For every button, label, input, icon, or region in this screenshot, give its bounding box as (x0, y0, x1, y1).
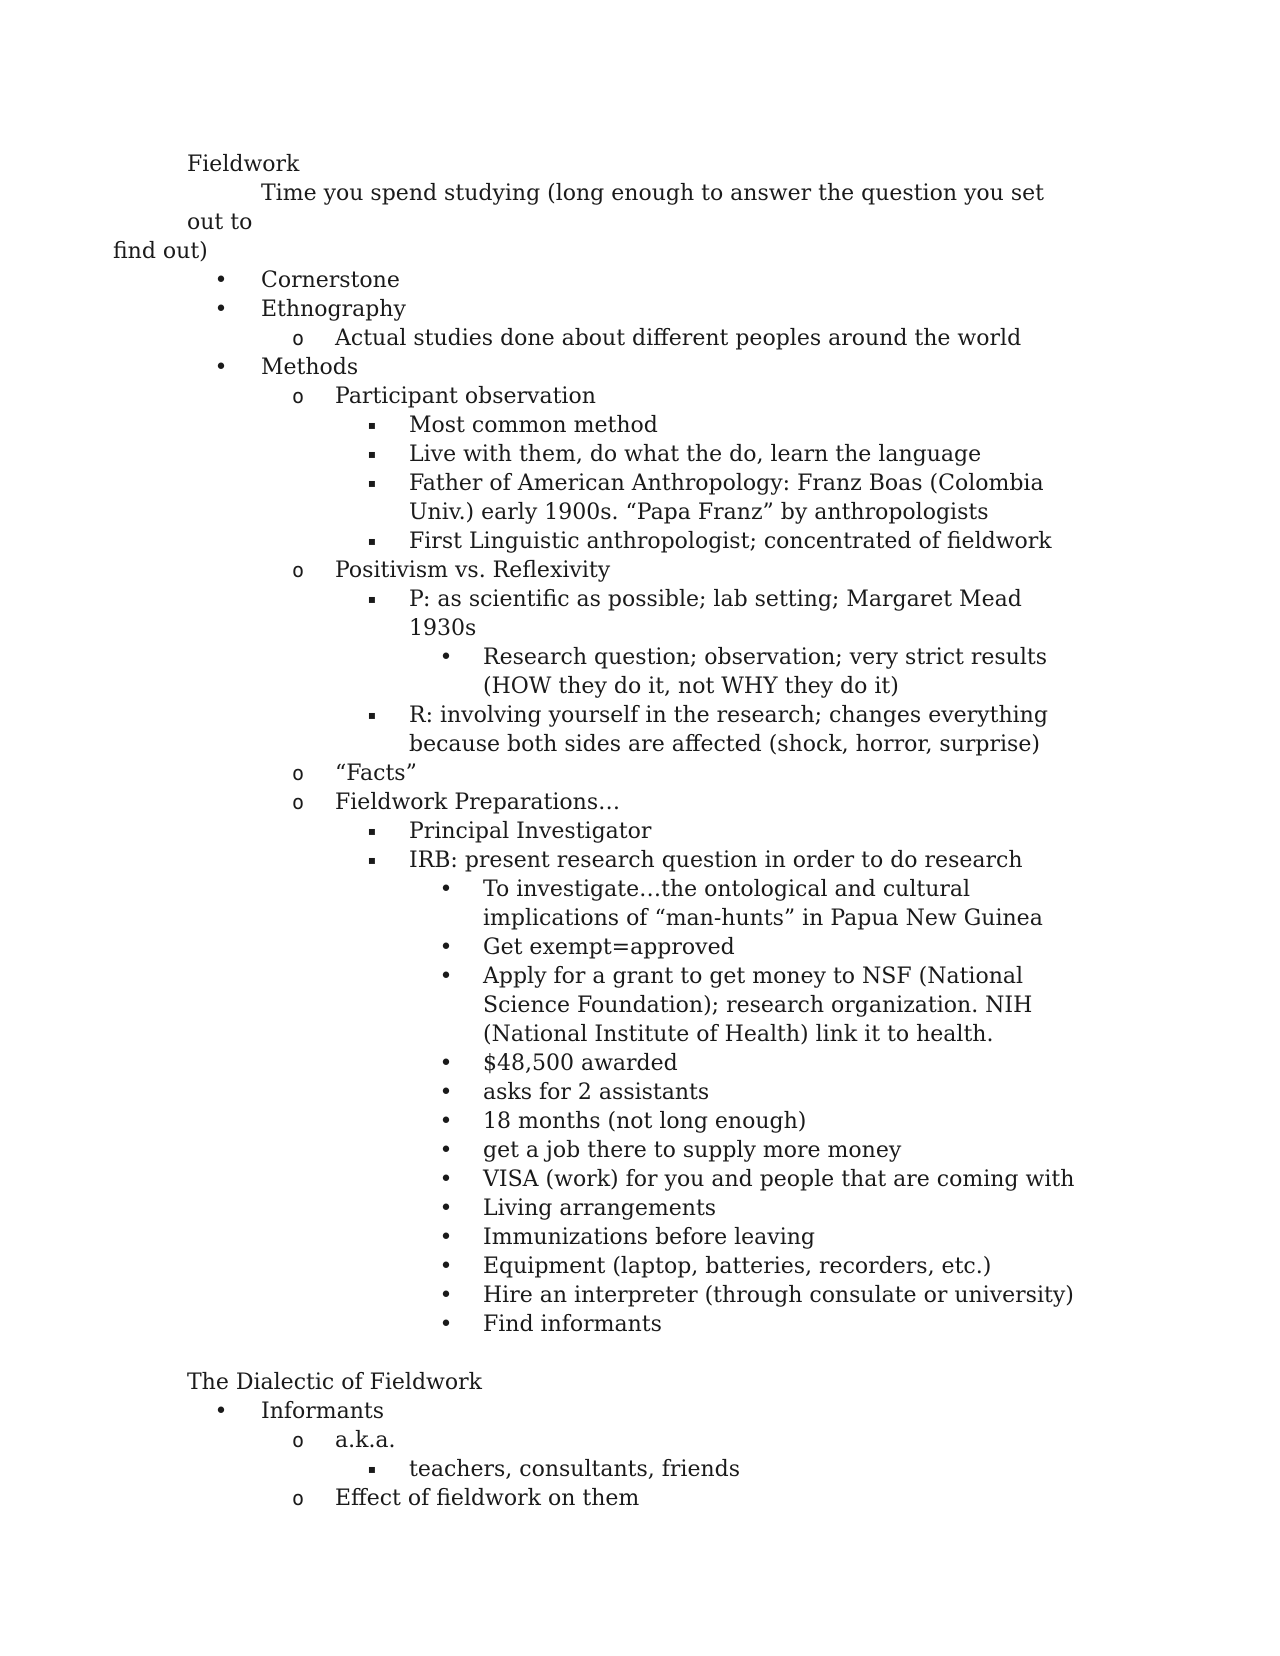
bullet-disc-icon (409, 1165, 483, 1194)
bullet-disc-icon (409, 1252, 483, 1281)
bullet-circle-icon (261, 382, 335, 411)
dialectic-list (187, 1397, 1087, 1513)
bullet-square-icon (335, 585, 409, 614)
item-text: Methods (261, 355, 359, 380)
item-text: Principal Investigator (409, 819, 652, 844)
item-text: Living arrangements (483, 1196, 717, 1221)
list-item (409, 643, 1087, 701)
item-text: get a job there to supply more money (483, 1138, 902, 1163)
item-text: R: involving yourself in the research; changes everything because both sides are affected (shock, horror, surprise) (409, 703, 1048, 757)
list-item (409, 1223, 1087, 1252)
bullet-disc-icon (184, 295, 258, 324)
bullet-disc-icon (409, 962, 483, 991)
item-text: Get exempt=approved (483, 935, 735, 960)
list-item (261, 324, 1087, 353)
item-text: Informants (261, 1399, 385, 1424)
bullet-disc-icon (184, 266, 258, 295)
bullet-disc-icon (409, 875, 483, 904)
sub-list (261, 382, 1087, 1339)
item-text: $48,500 awarded (483, 1051, 678, 1076)
fieldwork-list (187, 266, 1087, 1339)
bullet-disc-icon (409, 1078, 483, 1107)
item-text: Effect of fieldwork on them (335, 1486, 640, 1511)
item-text: Father of American Anthropology: Franz Boas (Colombia Univ.) early 1900s. “Papa Franz” by anthropologists (409, 471, 1044, 525)
list-item (409, 962, 1087, 1049)
list-item (409, 1136, 1087, 1165)
item-text: Actual studies done about different peoples around the world (335, 326, 1022, 351)
bullet-circle-icon (261, 1426, 335, 1455)
bullet-square-icon (335, 817, 409, 846)
bullet-circle-icon (261, 556, 335, 585)
bullet-disc-icon (184, 1397, 258, 1426)
sub-list (261, 324, 1087, 353)
item-text: teachers, consultants, friends (409, 1457, 741, 1482)
item-text: Immunizations before leaving (483, 1225, 815, 1250)
bullet-circle-icon (261, 759, 335, 788)
irb-list (409, 875, 1087, 1339)
item-text: Research question; observation; very strict results (HOW they do it, not WHY they do it) (483, 645, 1048, 699)
sub-list (335, 1455, 1087, 1484)
bullet-circle-icon (261, 788, 335, 817)
list-item (409, 933, 1087, 962)
list-item (261, 382, 1087, 556)
sub-list (335, 411, 1087, 556)
item-text: IRB: present research question in order to do research (409, 848, 1023, 873)
list-item (261, 788, 1087, 1339)
item-text: First Linguistic anthropologist; concentrated of fieldwork (409, 529, 1052, 554)
item-text: 18 months (not long enough) (483, 1109, 807, 1134)
list-item (409, 1078, 1087, 1107)
list-item (409, 1281, 1087, 1310)
bullet-disc-icon (409, 1194, 483, 1223)
item-text: “Facts” (335, 761, 417, 786)
blank-line (187, 1339, 1087, 1368)
list-item (409, 1107, 1087, 1136)
list-item (409, 1194, 1087, 1223)
bullet-square-icon (335, 1455, 409, 1484)
item-text: Apply for a grant to get money to NSF (National Science Foundation); research organization. NIH (National Institute of Health) link it to health. (483, 964, 1033, 1047)
bullet-square-icon (335, 440, 409, 469)
sub-list (409, 643, 1087, 701)
intro-line-1: Time you spend studying (long enough to answer the question you set out to (187, 181, 1044, 235)
list-item (261, 759, 1087, 788)
list-item (335, 846, 1087, 1339)
bullet-disc-icon (409, 1310, 483, 1339)
bullet-square-icon (335, 527, 409, 556)
item-text: Fieldwork Preparations… (335, 790, 621, 815)
bullet-disc-icon (409, 933, 483, 962)
list-item (261, 1484, 1087, 1513)
item-text: Positivism vs. Reflexivity (335, 558, 611, 583)
list-item (335, 1455, 1087, 1484)
intro-line-2: find out) (113, 239, 208, 264)
item-text: Most common method (409, 413, 658, 438)
list-item (409, 1252, 1087, 1281)
bullet-disc-icon (409, 1107, 483, 1136)
list-item (187, 1397, 1087, 1513)
bullet-disc-icon (409, 1136, 483, 1165)
list-item (409, 875, 1087, 933)
item-text: Equipment (laptop, batteries, recorders, etc.) (483, 1254, 992, 1279)
bullet-circle-icon (261, 324, 335, 353)
list-item (187, 266, 1087, 295)
item-text: Live with them, do what the do, learn the language (409, 442, 982, 467)
item-text: To investigate…the ontological and cultural implications of “man-hunts” in Papua New Guinea (483, 877, 1043, 931)
list-item (261, 1426, 1087, 1484)
list-item (409, 1049, 1087, 1078)
list-item (335, 817, 1087, 846)
bullet-disc-icon (409, 1223, 483, 1252)
item-text: a.k.a. (335, 1428, 396, 1453)
item-text: Participant observation (335, 384, 596, 409)
list-item (335, 701, 1087, 759)
bullet-circle-icon (261, 1484, 335, 1513)
sub-list (335, 585, 1087, 759)
item-text: Cornerstone (261, 268, 400, 293)
section-title-fieldwork: Fieldwork (187, 152, 300, 177)
list-item (335, 527, 1087, 556)
bullet-square-icon (335, 411, 409, 440)
bullet-square-icon (335, 846, 409, 875)
list-item (187, 295, 1087, 353)
list-item (335, 585, 1087, 701)
item-text: Ethnography (261, 297, 406, 322)
list-item (261, 556, 1087, 759)
item-text: P: as scientific as possible; lab setting; Margaret Mead 1930s (409, 587, 1022, 641)
document-page (113, 150, 1087, 1513)
list-item (409, 1310, 1087, 1339)
list-item (335, 440, 1087, 469)
list-item (409, 1165, 1087, 1194)
item-text: Hire an interpreter (through consulate or university) (483, 1283, 1074, 1308)
bullet-disc-icon (184, 353, 258, 382)
list-item (335, 469, 1087, 527)
item-text: VISA (work) for you and people that are coming with (483, 1167, 1075, 1192)
bullet-square-icon (335, 469, 409, 498)
intro-paragraph (113, 179, 1087, 266)
bullet-square-icon (335, 701, 409, 730)
item-text: Find informants (483, 1312, 662, 1337)
list-item (335, 411, 1087, 440)
item-text: asks for 2 assistants (483, 1080, 710, 1105)
sub-list (261, 1426, 1087, 1513)
list-item (187, 353, 1087, 1339)
bullet-disc-icon (409, 1049, 483, 1078)
sub-list (335, 817, 1087, 1339)
bullet-disc-icon (409, 643, 483, 672)
section-title-dialectic: The Dialectic of Fieldwork (187, 1370, 482, 1395)
bullet-disc-icon (409, 1281, 483, 1310)
